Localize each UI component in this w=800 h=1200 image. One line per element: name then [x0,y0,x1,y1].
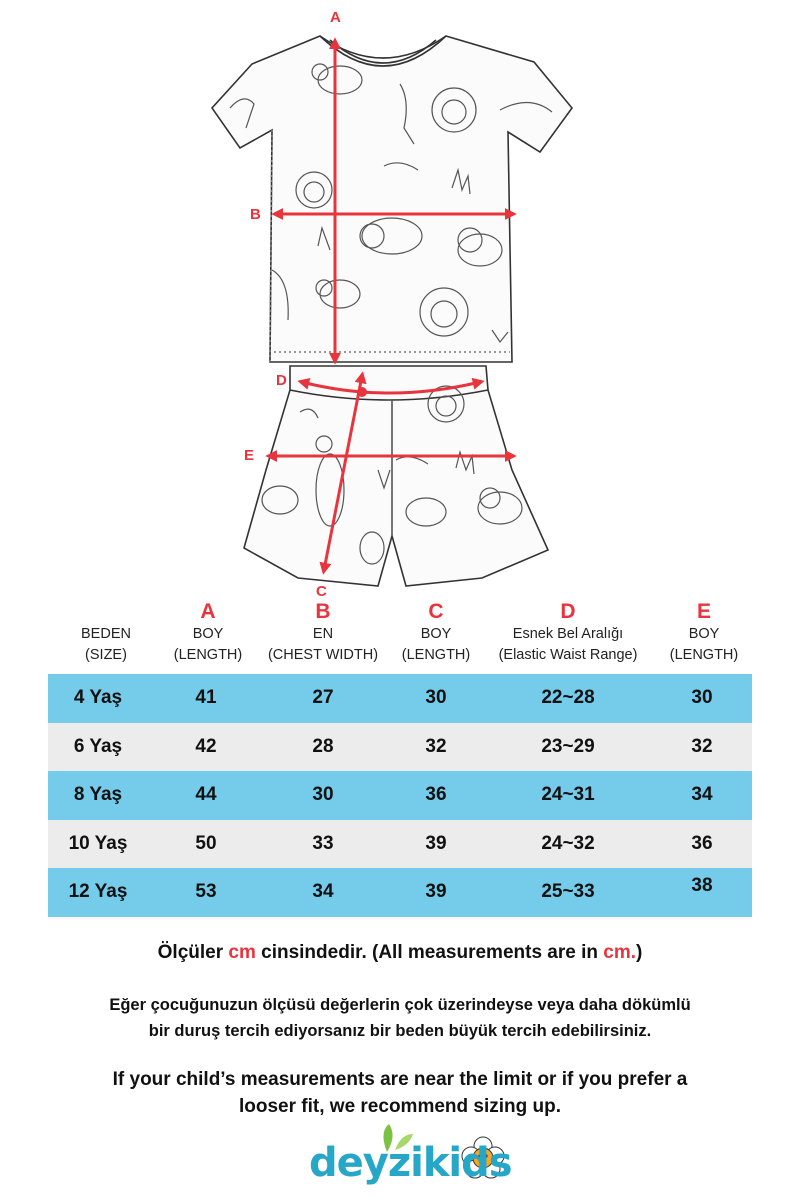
cell-size: 12 Yaş [68,881,128,903]
cell-b: 30 [312,784,334,806]
header-e-line1: BOY [688,626,720,642]
header-e-line2: (LENGTH) [669,647,739,663]
header-a-letter: A [200,600,216,623]
header-b [256,600,390,666]
cell-size: 10 Yaş [68,832,128,854]
cell-e: 30 [691,687,713,708]
cell-size: 4 Yaş [73,687,123,708]
header-size-line2: (SIZE) [85,647,127,663]
header-c-line2: (LENGTH) [401,647,471,663]
label-d: D [276,372,287,389]
header-d [482,600,654,666]
header-b-line1: EN [312,626,334,642]
logo-text: deyzikids [309,1140,512,1186]
label-c: C [316,583,327,600]
table-row [48,868,752,917]
cell-a: 42 [195,735,217,757]
label-b: B [250,206,261,223]
cell-c: 32 [425,735,447,757]
cell-a: 44 [195,784,217,806]
cell-e: 32 [691,735,713,757]
header-d-line2: (Elastic Waist Range) [498,647,638,663]
table-row [48,723,752,772]
cell-b: 33 [312,832,334,854]
cell-a: 50 [195,832,217,854]
cell-b: 28 [312,735,334,757]
header-size [48,600,164,666]
cell-e: 36 [691,832,713,854]
header-a-line2: (LENGTH) [173,647,243,663]
cell-d: 24~31 [541,784,595,806]
cell-e: 34 [691,784,713,806]
cell-b: 27 [312,687,334,708]
header-size-line1: BEDEN [81,626,131,642]
cell-size: 6 Yaş [73,735,123,757]
label-a: A [330,9,341,26]
header-d-letter: D [560,600,576,623]
header-b-letter: B [315,600,331,623]
tshirt-illustration [212,36,572,362]
header-a-line1: BOY [192,626,224,642]
english-advice: If your child’s measurements are near the limit or if you prefer a looser fit, we recommend sizing up. [112,1069,688,1117]
header-d-line1: Esnek Bel Aralığı [512,626,624,642]
units-cm: cm [228,942,256,963]
cell-c: 30 [425,687,447,708]
units-note: Ölçüler cm cinsindedir. (All measurements are in cm.) [157,942,643,963]
cell-c: 39 [425,881,447,903]
shorts-illustration [244,366,548,586]
cell-c: 36 [425,784,447,806]
table-row [48,674,752,723]
header-b-line2: (CHEST WIDTH) [267,647,379,663]
header-e [656,600,752,666]
table-row [48,771,752,820]
units-cm: cm. [603,942,637,963]
cell-a: 53 [195,881,217,903]
header-e-letter: E [696,600,711,623]
size-table [48,674,752,917]
label-e: E [244,447,255,464]
table-row [48,820,752,869]
cell-size: 8 Yaş [73,784,123,806]
turkish-advice: Eğer çocuğunuzun ölçüsü değerlerin çok üzerindeyse veya daha dökümlü bir duruş tercih ediyorsanız bir beden büyük tercih edebilirsiniz. [109,996,691,1040]
header-a [158,600,258,666]
cell-d: 23~29 [541,735,595,757]
cell-d: 25~33 [541,881,595,903]
cell-d: 22~28 [541,687,595,708]
header-c-letter: C [428,600,444,623]
cell-b: 34 [312,881,334,903]
cell-d: 24~32 [541,832,595,854]
cell-e: 38 [691,875,713,897]
cell-a: 41 [195,687,217,708]
cell-c: 39 [425,832,447,854]
header-c-line1: BOY [420,626,452,642]
header-c [386,600,486,666]
